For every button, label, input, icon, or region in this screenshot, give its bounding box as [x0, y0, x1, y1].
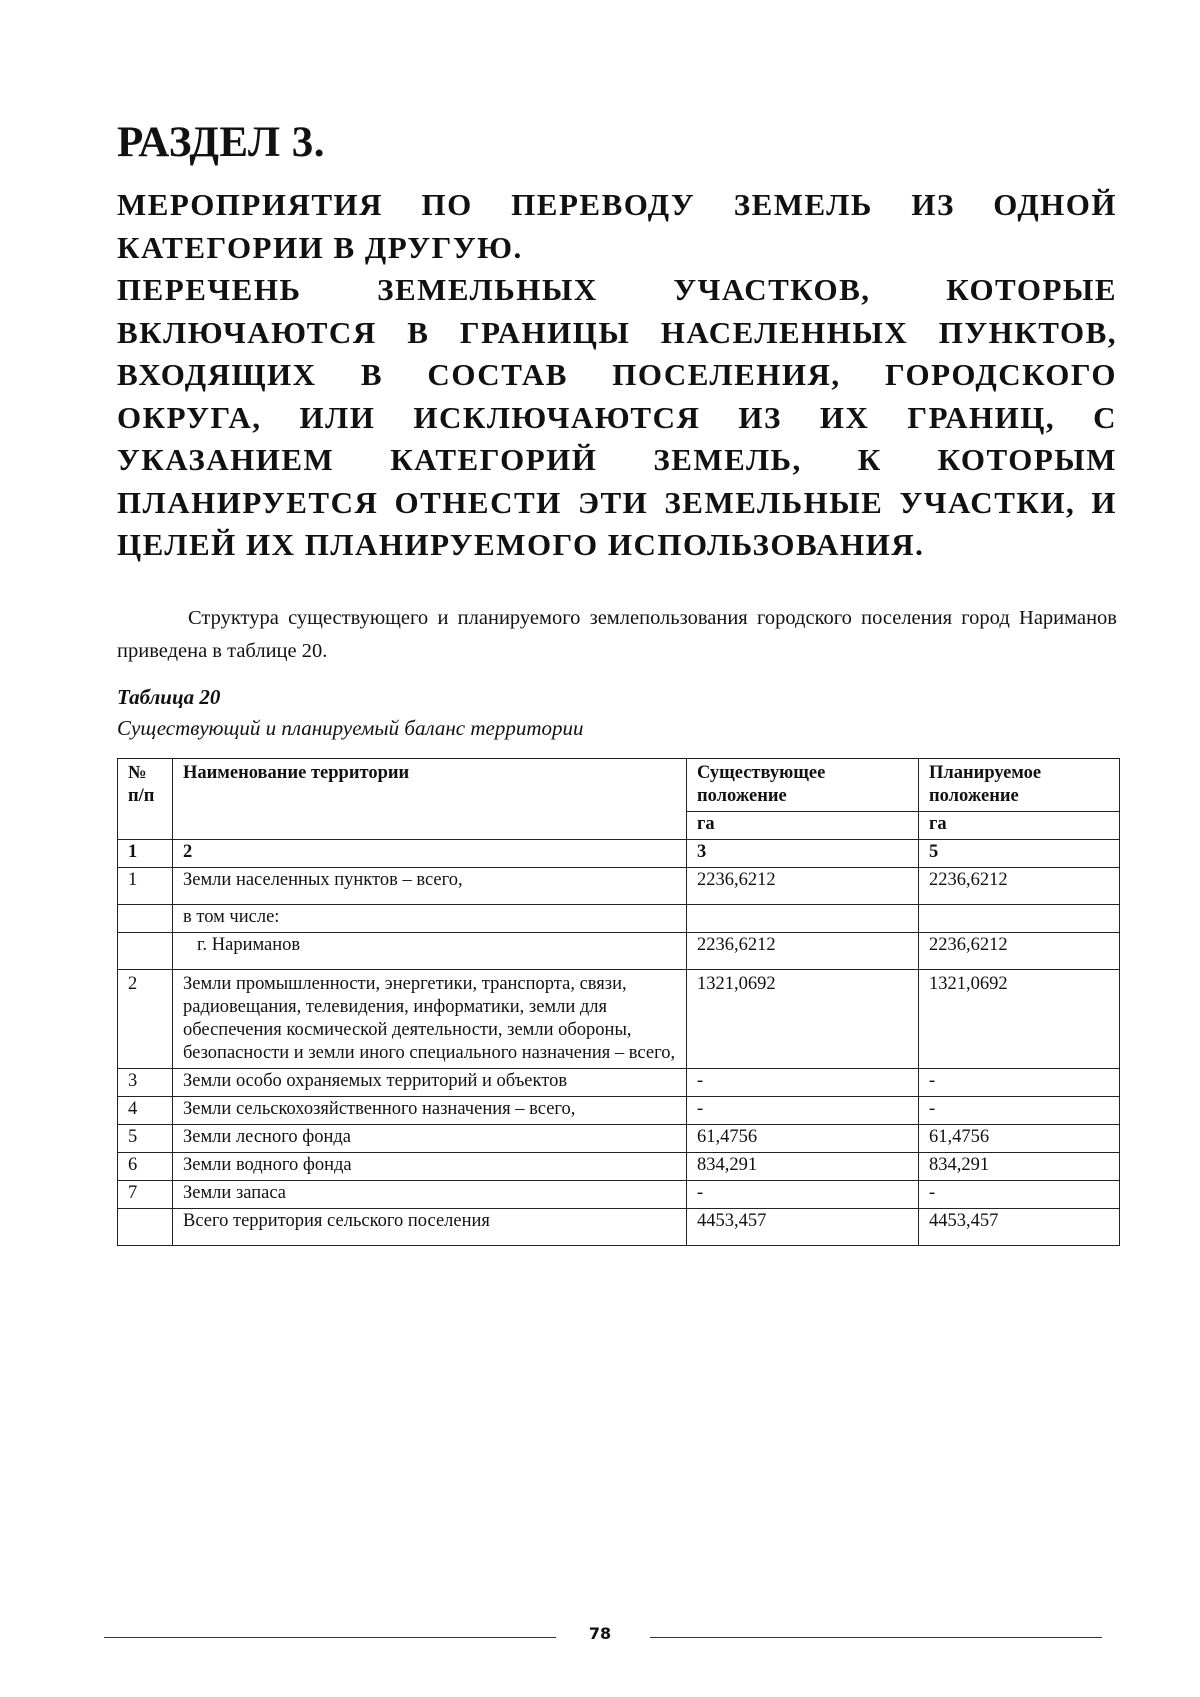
- row-existing: -: [687, 1181, 919, 1209]
- territory-balance-table: [117, 758, 1120, 1246]
- row-name: Земли запаса: [173, 1181, 687, 1209]
- row-name: в том числе:: [173, 905, 687, 933]
- row-number: [118, 905, 173, 933]
- row-existing: 834,291: [687, 1153, 919, 1181]
- row-number: 6: [118, 1153, 173, 1181]
- column-number: 5: [919, 840, 1120, 868]
- section-heading-block: [117, 184, 1117, 567]
- table-row: [118, 1181, 1120, 1209]
- header-existing: Существующее положение: [687, 759, 919, 812]
- row-existing: 1321,0692: [687, 970, 919, 1069]
- page-number: 78: [588, 1624, 612, 1643]
- footer-rule-left: [104, 1637, 556, 1638]
- column-number: 3: [687, 840, 919, 868]
- row-name: Всего территория сельского поселения: [173, 1209, 687, 1246]
- table-row: [118, 905, 1120, 933]
- table-row: [118, 1097, 1120, 1125]
- row-planned: 1321,0692: [919, 970, 1120, 1069]
- row-planned: 61,4756: [919, 1125, 1120, 1153]
- row-number: 5: [118, 1125, 173, 1153]
- heading-line-list: ПЕРЕЧЕНЬ ЗЕМЕЛЬНЫХ УЧАСТКОВ, КОТОРЫЕ ВКЛЮЧАЮТСЯ В ГРАНИЦЫ НАСЕЛЕННЫХ ПУНКТОВ, ВХОДЯЩИХ В СОСТАВ ПОСЕЛЕНИЯ, ГОРОДСКОГО ОКРУГА, ИЛИ ИСКЛЮЧАЮТСЯ ИЗ ИХ ГРАНИЦ, С УКАЗАНИЕМ КАТЕГОРИЙ ЗЕМЕЛЬ, К КОТОРЫМ ПЛАНИРУЕТСЯ ОТНЕСТИ ЭТИ ЗЕМЕЛЬНЫЕ УЧАСТКИ, И ЦЕЛЕЙ ИХ ПЛАНИРУЕМОГО ИСПОЛЬЗОВАНИЯ.: [117, 272, 1117, 562]
- row-existing: 2236,6212: [687, 933, 919, 970]
- header-name: Наименование территории: [173, 759, 687, 840]
- table-row: [118, 970, 1120, 1069]
- row-planned: -: [919, 1181, 1120, 1209]
- row-planned: 834,291: [919, 1153, 1120, 1181]
- row-existing: [687, 905, 919, 933]
- row-name: Земли водного фонда: [173, 1153, 687, 1181]
- row-name: Земли сельскохозяйственного назначения – всего,: [173, 1097, 687, 1125]
- row-name: Земли лесного фонда: [173, 1125, 687, 1153]
- column-number-row: [118, 840, 1120, 868]
- row-number: 2: [118, 970, 173, 1069]
- header-planned: Планируемое положение: [919, 759, 1120, 812]
- row-existing: 2236,6212: [687, 868, 919, 905]
- row-name: Земли населенных пунктов – всего,: [173, 868, 687, 905]
- row-name: г. Нариманов: [173, 933, 687, 970]
- unit-existing: га: [687, 812, 919, 840]
- row-number: 4: [118, 1097, 173, 1125]
- intro-paragraph: Структура существующего и планируемого землепользования городского поселения город Нариманов приведена в таблице 20.: [117, 607, 1117, 662]
- unit-planned: га: [919, 812, 1120, 840]
- header-number: № п/п: [118, 759, 173, 840]
- column-number: 1: [118, 840, 173, 868]
- row-planned: 2236,6212: [919, 933, 1120, 970]
- row-existing: -: [687, 1097, 919, 1125]
- row-number: [118, 1209, 173, 1246]
- row-existing: -: [687, 1069, 919, 1097]
- document-page: [117, 0, 1119, 1697]
- table-row: [118, 1069, 1120, 1097]
- row-planned: -: [919, 1097, 1120, 1125]
- row-planned: [919, 905, 1120, 933]
- row-planned: 2236,6212: [919, 868, 1120, 905]
- heading-line-measures: МЕРОПРИЯТИЯ ПО ПЕРЕВОДУ ЗЕМЕЛЬ ИЗ ОДНОЙ КАТЕГОРИИ В ДРУГУЮ.: [117, 187, 1117, 265]
- row-planned: 4453,457: [919, 1209, 1120, 1246]
- row-name: Земли особо охраняемых территорий и объектов: [173, 1069, 687, 1097]
- row-number: [118, 933, 173, 970]
- table-label: Таблица 20: [117, 685, 221, 709]
- row-number: 7: [118, 1181, 173, 1209]
- row-existing: 4453,457: [687, 1209, 919, 1246]
- table-total-row: [118, 1209, 1120, 1246]
- row-number: 1: [118, 868, 173, 905]
- row-planned: -: [919, 1069, 1120, 1097]
- table-header-row: [118, 759, 1120, 812]
- column-number: 2: [173, 840, 687, 868]
- table-row: [118, 1125, 1120, 1153]
- row-existing: 61,4756: [687, 1125, 919, 1153]
- section-title: РАЗДЕЛ 3.: [117, 119, 326, 166]
- table-row: [118, 868, 1120, 905]
- row-name: Земли промышленности, энергетики, транспорта, связи, радиовещания, телевидения, информатики, земли для обеспечения космической деятельности, земли обороны, безопасности и земли иного специального назначения – всего,: [173, 970, 687, 1069]
- row-number: 3: [118, 1069, 173, 1097]
- table-row: [118, 933, 1120, 970]
- footer-rule-right: [650, 1637, 1102, 1638]
- table-caption: Существующий и планируемый баланс территории: [117, 716, 584, 740]
- table-row: [118, 1153, 1120, 1181]
